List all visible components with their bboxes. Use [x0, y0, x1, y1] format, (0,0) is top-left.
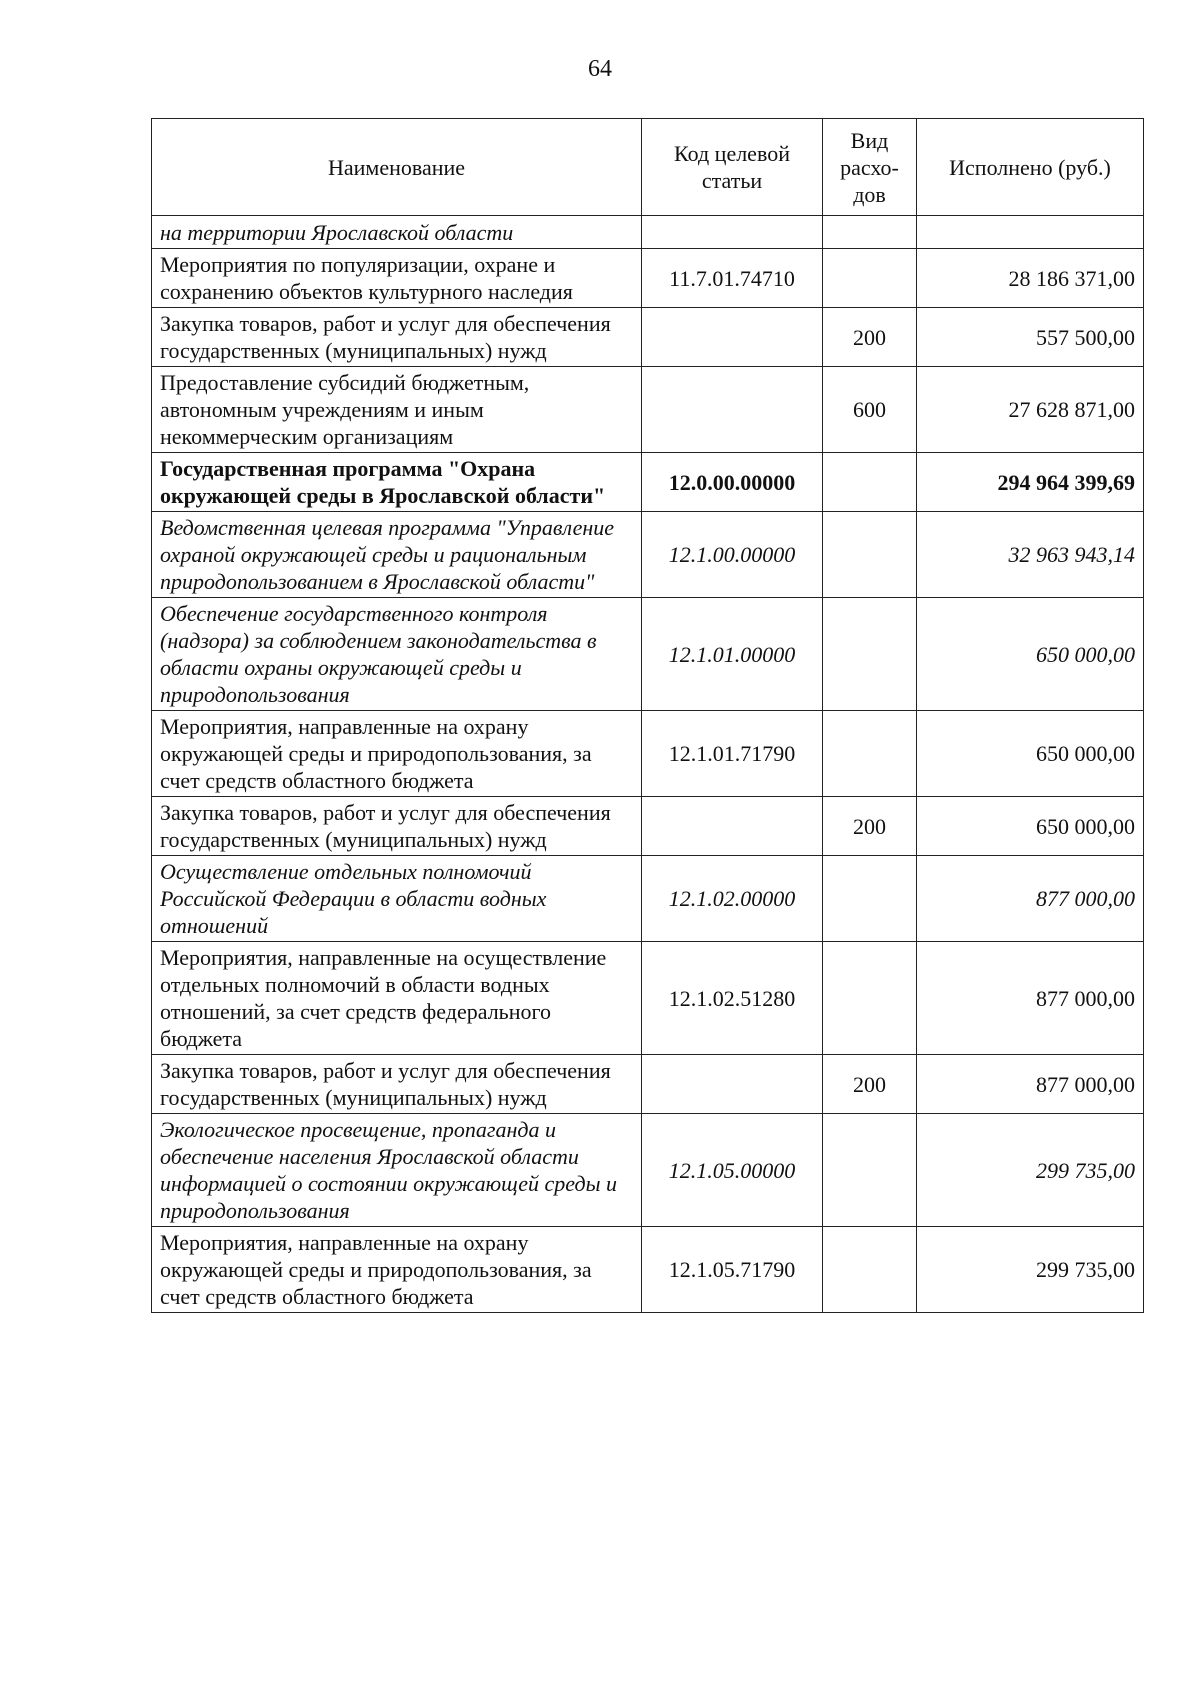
cell-code: 12.1.05.71790: [642, 1227, 823, 1313]
cell-kind: [823, 249, 917, 308]
cell-kind: 200: [823, 797, 917, 856]
table-body: [152, 216, 1144, 1313]
cell-name: Закупка товаров, работ и услуг для обеспечения государственных (муниципальных) нужд: [152, 1055, 642, 1114]
page-number: 64: [588, 56, 612, 82]
cell-executed: 32 963 943,14: [917, 512, 1144, 598]
cell-executed: 877 000,00: [917, 1055, 1144, 1114]
table-row: [152, 942, 1144, 1055]
cell-name: Ведомственная целевая программа "Управление охраной окружающей среды и рациональным природопользованием в Ярославской области": [152, 512, 642, 598]
cell-executed: 294 964 399,69: [917, 453, 1144, 512]
cell-name: Мероприятия, направленные на охрану окружающей среды и природопользования, за счет средств областного бюджета: [152, 711, 642, 797]
cell-code: 12.1.01.71790: [642, 711, 823, 797]
table-row: [152, 1055, 1144, 1114]
cell-code: 11.7.01.74710: [642, 249, 823, 308]
cell-executed: 28 186 371,00: [917, 249, 1144, 308]
cell-code: [642, 216, 823, 249]
cell-executed: 650 000,00: [917, 598, 1144, 711]
table-row: [152, 1227, 1144, 1313]
cell-executed: 650 000,00: [917, 711, 1144, 797]
cell-kind: 200: [823, 308, 917, 367]
cell-code: 12.1.00.00000: [642, 512, 823, 598]
cell-code: [642, 1055, 823, 1114]
cell-kind: [823, 711, 917, 797]
cell-executed: 877 000,00: [917, 942, 1144, 1055]
cell-name: Экологическое просвещение, пропаганда и обеспечение населения Ярославской области информацией о состоянии окружающей среды и природопользования: [152, 1114, 642, 1227]
cell-kind: [823, 216, 917, 249]
cell-code: [642, 797, 823, 856]
header-name: Наименование: [152, 119, 642, 216]
cell-executed: 877 000,00: [917, 856, 1144, 942]
cell-name: на территории Ярославской области: [152, 216, 642, 249]
cell-executed: 650 000,00: [917, 797, 1144, 856]
cell-kind: [823, 453, 917, 512]
cell-executed: [917, 216, 1144, 249]
table-row: [152, 797, 1144, 856]
cell-kind: [823, 856, 917, 942]
cell-name: Осуществление отдельных полномочий Российской Федерации в области водных отношений: [152, 856, 642, 942]
cell-name: Мероприятия по популяризации, охране и сохранению объектов культурного наследия: [152, 249, 642, 308]
cell-code: 12.1.02.51280: [642, 942, 823, 1055]
cell-executed: 557 500,00: [917, 308, 1144, 367]
table-row: [152, 216, 1144, 249]
cell-executed: 27 628 871,00: [917, 367, 1144, 453]
cell-kind: [823, 598, 917, 711]
cell-executed: 299 735,00: [917, 1114, 1144, 1227]
cell-executed: 299 735,00: [917, 1227, 1144, 1313]
table-row: [152, 1114, 1144, 1227]
cell-name: Государственная программа "Охрана окружающей среды в Ярославской области": [152, 453, 642, 512]
table-row: [152, 249, 1144, 308]
cell-kind: [823, 1227, 917, 1313]
cell-name: Предоставление субсидий бюджетным, автономным учреждениям и иным некоммерческим организациям: [152, 367, 642, 453]
table-row: [152, 308, 1144, 367]
table-row: [152, 367, 1144, 453]
cell-kind: 200: [823, 1055, 917, 1114]
cell-name: Закупка товаров, работ и услуг для обеспечения государственных (муниципальных) нужд: [152, 308, 642, 367]
cell-code: [642, 367, 823, 453]
cell-name: Мероприятия, направленные на охрану окружающей среды и природопользования, за счет средств областного бюджета: [152, 1227, 642, 1313]
cell-name: Закупка товаров, работ и услуг для обеспечения государственных (муниципальных) нужд: [152, 797, 642, 856]
budget-execution-table: [151, 118, 1144, 1313]
cell-kind: 600: [823, 367, 917, 453]
header-executed: Исполнено (руб.): [917, 119, 1144, 216]
table-header: [152, 119, 1144, 216]
cell-kind: [823, 1114, 917, 1227]
cell-kind: [823, 942, 917, 1055]
cell-code: 12.1.05.00000: [642, 1114, 823, 1227]
header-code: Код целевой статьи: [642, 119, 823, 216]
cell-code: 12.1.02.00000: [642, 856, 823, 942]
table-row: [152, 856, 1144, 942]
cell-kind: [823, 512, 917, 598]
cell-code: 12.1.01.00000: [642, 598, 823, 711]
header-row: [152, 119, 1144, 216]
table-row: [152, 711, 1144, 797]
table-row: [152, 598, 1144, 711]
cell-name: Мероприятия, направленные на осуществление отдельных полномочий в области водных отношений, за счет средств федерального бюджета: [152, 942, 642, 1055]
cell-code: [642, 308, 823, 367]
cell-code: 12.0.00.00000: [642, 453, 823, 512]
table-row: [152, 512, 1144, 598]
table-row: [152, 453, 1144, 512]
cell-name: Обеспечение государственного контроля (надзора) за соблюдением законодательства в области охраны окружающей среды и природопользования: [152, 598, 642, 711]
header-kind: Вид расхо-дов: [823, 119, 917, 216]
